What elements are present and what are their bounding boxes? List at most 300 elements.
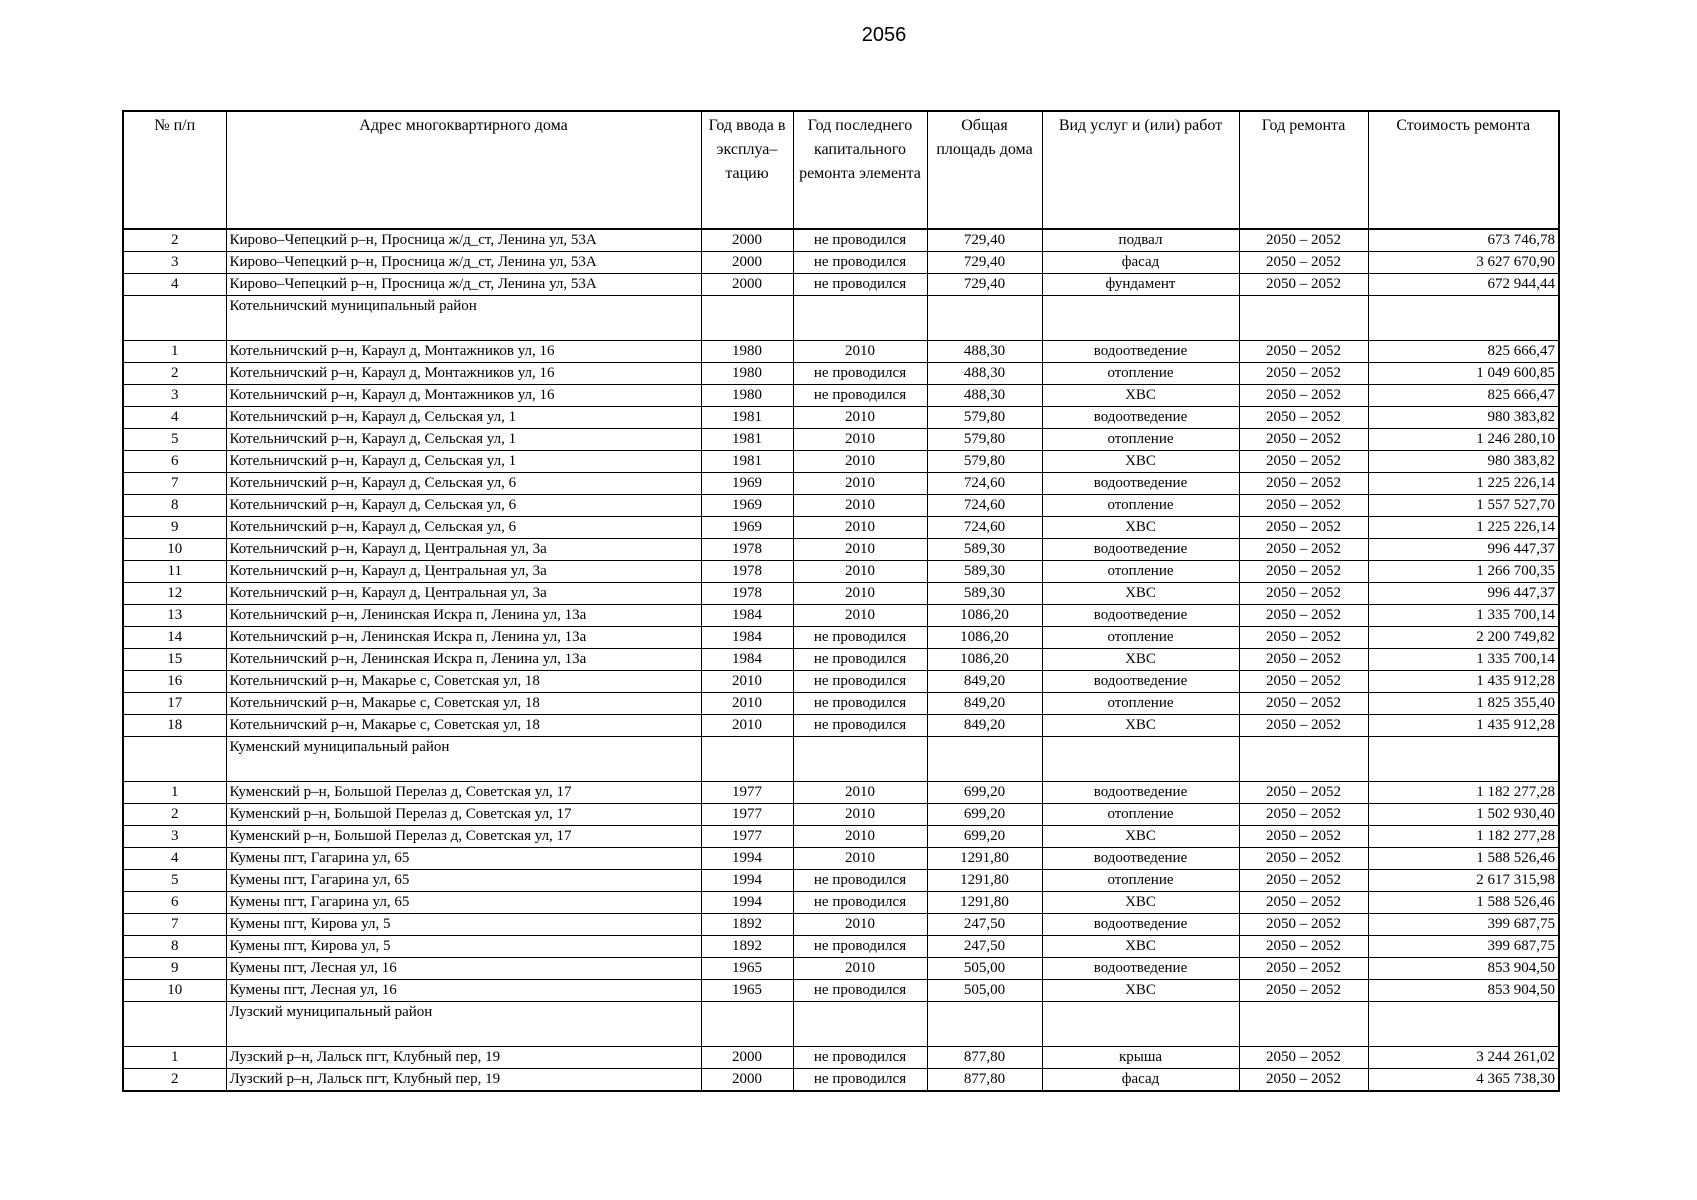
table-row [123, 341, 1559, 363]
empty-cell [1239, 1002, 1368, 1047]
page-number: 2056 [861, 24, 907, 46]
cell-area: 1086,20 [927, 649, 1042, 671]
cell-repair-years: 2050 – 2052 [1239, 583, 1368, 605]
cell-service: водоотведение [1042, 782, 1239, 804]
cell-service: отопление [1042, 804, 1239, 826]
empty-cell [1042, 737, 1239, 782]
empty-cell [1042, 296, 1239, 341]
header-area: Общая площадь дома [927, 111, 1042, 229]
cell-service: ХВС [1042, 936, 1239, 958]
cell-num: 2 [123, 363, 226, 385]
cell-year-built: 2010 [701, 671, 793, 693]
cell-area: 488,30 [927, 363, 1042, 385]
cell-area: 1291,80 [927, 892, 1042, 914]
cell-area: 1086,20 [927, 627, 1042, 649]
cell-service: водоотведение [1042, 605, 1239, 627]
cell-repair-years: 2050 – 2052 [1239, 539, 1368, 561]
cell-cost: 1 588 526,46 [1368, 892, 1559, 914]
cell-repair-years: 2050 – 2052 [1239, 627, 1368, 649]
cell-year-built: 1984 [701, 649, 793, 671]
cell-service: отопление [1042, 870, 1239, 892]
cell-address: Кумены пгт, Лесная ул, 16 [226, 958, 701, 980]
cell-num: 7 [123, 473, 226, 495]
empty-cell [927, 737, 1042, 782]
table-row [123, 848, 1559, 870]
empty-cell [701, 296, 793, 341]
empty-cell [793, 1002, 927, 1047]
cell-year-built: 1994 [701, 848, 793, 870]
cell-year-built: 1977 [701, 826, 793, 848]
cell-area: 1291,80 [927, 870, 1042, 892]
empty-cell [793, 296, 927, 341]
cell-last-repair: 2010 [793, 451, 927, 473]
cell-service: отопление [1042, 627, 1239, 649]
cell-repair-years: 2050 – 2052 [1239, 936, 1368, 958]
cell-address: Кумены пгт, Гагарина ул, 65 [226, 870, 701, 892]
cell-area: 849,20 [927, 671, 1042, 693]
cell-service: ХВС [1042, 649, 1239, 671]
cell-repair-years: 2050 – 2052 [1239, 495, 1368, 517]
cell-address: Котельничский р–н, Ленинская Искра п, Ленина ул, 13а [226, 627, 701, 649]
table-row [123, 539, 1559, 561]
cell-last-repair: 2010 [793, 914, 927, 936]
cell-year-built: 1980 [701, 341, 793, 363]
cell-repair-years: 2050 – 2052 [1239, 363, 1368, 385]
empty-cell [123, 1002, 226, 1047]
cell-address: Кумены пгт, Гагарина ул, 65 [226, 848, 701, 870]
cell-last-repair: не проводился [793, 936, 927, 958]
cell-cost: 980 383,82 [1368, 451, 1559, 473]
table-row [123, 385, 1559, 407]
table-row [123, 826, 1559, 848]
cell-address: Кумены пгт, Кирова ул, 5 [226, 936, 701, 958]
cell-area: 724,60 [927, 495, 1042, 517]
cell-cost: 1 557 527,70 [1368, 495, 1559, 517]
table-row [123, 649, 1559, 671]
cell-num: 18 [123, 715, 226, 737]
cell-address: Котельничский р–н, Караул д, Центральная ул, 3а [226, 539, 701, 561]
table-row [123, 229, 1559, 252]
cell-num: 1 [123, 782, 226, 804]
cell-area: 1291,80 [927, 848, 1042, 870]
table-row [123, 671, 1559, 693]
cell-num: 1 [123, 341, 226, 363]
cell-address: Котельничский р–н, Караул д, Сельская ул, 1 [226, 429, 701, 451]
empty-cell [123, 296, 226, 341]
cell-year-built: 1965 [701, 958, 793, 980]
empty-cell [1042, 1002, 1239, 1047]
cell-repair-years: 2050 – 2052 [1239, 252, 1368, 274]
cell-service: ХВС [1042, 517, 1239, 539]
table-row [123, 980, 1559, 1002]
cell-year-built: 1978 [701, 583, 793, 605]
cell-last-repair: не проводился [793, 1069, 927, 1092]
header-last-repair: Год последнего капитального ремонта элемента [793, 111, 927, 229]
cell-year-built: 2000 [701, 252, 793, 274]
cell-area: 729,40 [927, 229, 1042, 252]
cell-address: Котельничский р–н, Караул д, Центральная ул, 3а [226, 561, 701, 583]
cell-year-built: 1984 [701, 605, 793, 627]
cell-cost: 3 627 670,90 [1368, 252, 1559, 274]
cell-service: водоотведение [1042, 914, 1239, 936]
cell-num: 8 [123, 936, 226, 958]
cell-area: 877,80 [927, 1047, 1042, 1069]
table-row [123, 561, 1559, 583]
cell-year-built: 2000 [701, 229, 793, 252]
cell-repair-years: 2050 – 2052 [1239, 914, 1368, 936]
empty-cell [1368, 1002, 1559, 1047]
empty-cell [1239, 737, 1368, 782]
cell-service: отопление [1042, 429, 1239, 451]
cell-year-built: 1981 [701, 429, 793, 451]
cell-cost: 1 182 277,28 [1368, 782, 1559, 804]
cell-address: Кирово–Чепецкий р–н, Просница ж/д_ст, Ленина ул, 53А [226, 252, 701, 274]
cell-address: Куменский р–н, Большой Перелаз д, Советская ул, 17 [226, 826, 701, 848]
table-row [123, 1069, 1559, 1092]
cell-last-repair: 2010 [793, 804, 927, 826]
cell-year-built: 1892 [701, 914, 793, 936]
cell-cost: 853 904,50 [1368, 980, 1559, 1002]
section-title: Куменский муниципальный район [226, 737, 701, 782]
cell-last-repair: не проводился [793, 980, 927, 1002]
cell-address: Котельничский р–н, Макарье с, Советская ул, 18 [226, 715, 701, 737]
cell-cost: 1 049 600,85 [1368, 363, 1559, 385]
cell-service: фасад [1042, 252, 1239, 274]
cell-address: Котельничский р–н, Ленинская Искра п, Ленина ул, 13а [226, 649, 701, 671]
cell-repair-years: 2050 – 2052 [1239, 870, 1368, 892]
cell-num: 10 [123, 539, 226, 561]
cell-last-repair: не проводился [793, 627, 927, 649]
cell-repair-years: 2050 – 2052 [1239, 804, 1368, 826]
cell-last-repair: 2010 [793, 495, 927, 517]
table-row [123, 914, 1559, 936]
cell-repair-years: 2050 – 2052 [1239, 892, 1368, 914]
cell-address: Котельничский р–н, Макарье с, Советская ул, 18 [226, 671, 701, 693]
cell-last-repair: 2010 [793, 473, 927, 495]
cell-area: 724,60 [927, 517, 1042, 539]
cell-cost: 1 825 355,40 [1368, 693, 1559, 715]
cell-address: Куменский р–н, Большой Перелаз д, Советская ул, 17 [226, 804, 701, 826]
empty-cell [927, 296, 1042, 341]
cell-last-repair: не проводился [793, 892, 927, 914]
cell-service: ХВС [1042, 451, 1239, 473]
cell-area: 699,20 [927, 826, 1042, 848]
cell-address: Котельничский р–н, Караул д, Монтажников ул, 16 [226, 341, 701, 363]
cell-repair-years: 2050 – 2052 [1239, 517, 1368, 539]
cell-year-built: 1969 [701, 495, 793, 517]
cell-cost: 1 225 226,14 [1368, 517, 1559, 539]
cell-num: 17 [123, 693, 226, 715]
table-row [123, 870, 1559, 892]
cell-cost: 399 687,75 [1368, 936, 1559, 958]
cell-service: водоотведение [1042, 958, 1239, 980]
cell-repair-years: 2050 – 2052 [1239, 274, 1368, 296]
cell-cost: 1 435 912,28 [1368, 671, 1559, 693]
cell-service: водоотведение [1042, 539, 1239, 561]
table-header-row [123, 111, 1559, 229]
cell-cost: 980 383,82 [1368, 407, 1559, 429]
table-row [123, 693, 1559, 715]
cell-last-repair: 2010 [793, 517, 927, 539]
cell-num: 3 [123, 826, 226, 848]
cell-num: 13 [123, 605, 226, 627]
cell-area: 579,80 [927, 429, 1042, 451]
cell-last-repair: 2010 [793, 583, 927, 605]
cell-last-repair: 2010 [793, 782, 927, 804]
section-row [123, 737, 1559, 782]
cell-num: 4 [123, 274, 226, 296]
table-row [123, 1047, 1559, 1069]
table-row [123, 363, 1559, 385]
cell-repair-years: 2050 – 2052 [1239, 649, 1368, 671]
cell-last-repair: не проводился [793, 649, 927, 671]
cell-address: Кумены пгт, Кирова ул, 5 [226, 914, 701, 936]
cell-address: Лузский р–н, Лальск пгт, Клубный пер, 19 [226, 1069, 701, 1092]
empty-cell [793, 737, 927, 782]
cell-num: 6 [123, 892, 226, 914]
cell-last-repair: 2010 [793, 561, 927, 583]
cell-repair-years: 2050 – 2052 [1239, 229, 1368, 252]
cell-cost: 399 687,75 [1368, 914, 1559, 936]
cell-area: 247,50 [927, 914, 1042, 936]
cell-area: 724,60 [927, 473, 1042, 495]
cell-repair-years: 2050 – 2052 [1239, 341, 1368, 363]
cell-cost: 4 365 738,30 [1368, 1069, 1559, 1092]
cell-num: 3 [123, 252, 226, 274]
cell-area: 589,30 [927, 583, 1042, 605]
cell-year-built: 1969 [701, 517, 793, 539]
cell-last-repair: 2010 [793, 605, 927, 627]
cell-repair-years: 2050 – 2052 [1239, 693, 1368, 715]
cell-last-repair: не проводился [793, 252, 927, 274]
cell-cost: 1 435 912,28 [1368, 715, 1559, 737]
cell-year-built: 1984 [701, 627, 793, 649]
cell-year-built: 1978 [701, 539, 793, 561]
cell-address: Куменский р–н, Большой Перелаз д, Советская ул, 17 [226, 782, 701, 804]
cell-last-repair: 2010 [793, 429, 927, 451]
cell-address: Котельничский р–н, Ленинская Искра п, Ленина ул, 13а [226, 605, 701, 627]
cell-address: Котельничский р–н, Караул д, Монтажников ул, 16 [226, 385, 701, 407]
cell-area: 1086,20 [927, 605, 1042, 627]
cell-last-repair: 2010 [793, 407, 927, 429]
section-title: Лузский муниципальный район [226, 1002, 701, 1047]
cell-cost: 853 904,50 [1368, 958, 1559, 980]
cell-cost: 1 588 526,46 [1368, 848, 1559, 870]
empty-cell [1368, 296, 1559, 341]
cell-address: Котельничский р–н, Караул д, Сельская ул, 6 [226, 473, 701, 495]
table-row [123, 627, 1559, 649]
cell-last-repair: не проводился [793, 715, 927, 737]
table-row [123, 583, 1559, 605]
cell-service: фасад [1042, 1069, 1239, 1092]
cell-area: 849,20 [927, 693, 1042, 715]
cell-service: фундамент [1042, 274, 1239, 296]
cell-repair-years: 2050 – 2052 [1239, 561, 1368, 583]
cell-year-built: 1977 [701, 782, 793, 804]
cell-repair-years: 2050 – 2052 [1239, 429, 1368, 451]
table-body [123, 229, 1559, 1091]
cell-address: Котельничский р–н, Караул д, Сельская ул, 6 [226, 495, 701, 517]
cell-service: крыша [1042, 1047, 1239, 1069]
cell-service: ХВС [1042, 826, 1239, 848]
cell-num: 9 [123, 517, 226, 539]
cell-num: 4 [123, 848, 226, 870]
cell-service: отопление [1042, 693, 1239, 715]
cell-repair-years: 2050 – 2052 [1239, 671, 1368, 693]
section-row [123, 1002, 1559, 1047]
header-address: Адрес многоквартирного дома [226, 111, 701, 229]
cell-repair-years: 2050 – 2052 [1239, 1047, 1368, 1069]
cell-num: 2 [123, 1069, 226, 1092]
section-row [123, 296, 1559, 341]
cell-repair-years: 2050 – 2052 [1239, 473, 1368, 495]
cell-year-built: 1969 [701, 473, 793, 495]
cell-year-built: 2000 [701, 1047, 793, 1069]
cell-address: Кумены пгт, Лесная ул, 16 [226, 980, 701, 1002]
cell-address: Котельничский р–н, Караул д, Сельская ул, 1 [226, 451, 701, 473]
cell-year-built: 1980 [701, 385, 793, 407]
cell-cost: 2 200 749,82 [1368, 627, 1559, 649]
cell-year-built: 2000 [701, 274, 793, 296]
cell-num: 12 [123, 583, 226, 605]
cell-area: 729,40 [927, 274, 1042, 296]
cell-cost: 673 746,78 [1368, 229, 1559, 252]
cell-num: 8 [123, 495, 226, 517]
cell-num: 7 [123, 914, 226, 936]
cell-num: 15 [123, 649, 226, 671]
cell-cost: 996 447,37 [1368, 583, 1559, 605]
cell-address: Кирово–Чепецкий р–н, Просница ж/д_ст, Ленина ул, 53А [226, 274, 701, 296]
cell-num: 6 [123, 451, 226, 473]
cell-last-repair: не проводился [793, 363, 927, 385]
cell-area: 729,40 [927, 252, 1042, 274]
cell-last-repair: 2010 [793, 958, 927, 980]
empty-cell [1368, 737, 1559, 782]
cell-last-repair: не проводился [793, 274, 927, 296]
cell-area: 589,30 [927, 561, 1042, 583]
cell-area: 849,20 [927, 715, 1042, 737]
cell-num: 16 [123, 671, 226, 693]
cell-cost: 672 944,44 [1368, 274, 1559, 296]
cell-last-repair: 2010 [793, 539, 927, 561]
cell-repair-years: 2050 – 2052 [1239, 958, 1368, 980]
cell-service: отопление [1042, 363, 1239, 385]
cell-service: ХВС [1042, 583, 1239, 605]
header-year-built: Год ввода в эксплуа–тацию [701, 111, 793, 229]
table-row [123, 715, 1559, 737]
cell-service: водоотведение [1042, 407, 1239, 429]
cell-year-built: 2000 [701, 1069, 793, 1092]
cell-cost: 1 335 700,14 [1368, 605, 1559, 627]
table-row [123, 804, 1559, 826]
cell-repair-years: 2050 – 2052 [1239, 826, 1368, 848]
cell-area: 505,00 [927, 980, 1042, 1002]
table-row [123, 782, 1559, 804]
cell-year-built: 2010 [701, 693, 793, 715]
table-row [123, 473, 1559, 495]
cell-service: ХВС [1042, 715, 1239, 737]
table-row [123, 429, 1559, 451]
empty-cell [701, 737, 793, 782]
cell-area: 488,30 [927, 385, 1042, 407]
cell-repair-years: 2050 – 2052 [1239, 782, 1368, 804]
cell-num: 4 [123, 407, 226, 429]
cell-service: подвал [1042, 229, 1239, 252]
cell-address: Кирово–Чепецкий р–н, Просница ж/д_ст, Ленина ул, 53А [226, 229, 701, 252]
cell-repair-years: 2050 – 2052 [1239, 407, 1368, 429]
cell-service: ХВС [1042, 385, 1239, 407]
cell-repair-years: 2050 – 2052 [1239, 1069, 1368, 1092]
repair-registry-table [122, 110, 1560, 1092]
cell-year-built: 1977 [701, 804, 793, 826]
cell-year-built: 2010 [701, 715, 793, 737]
cell-address: Котельничский р–н, Макарье с, Советская ул, 18 [226, 693, 701, 715]
cell-last-repair: не проводился [793, 671, 927, 693]
cell-service: водоотведение [1042, 473, 1239, 495]
cell-cost: 3 244 261,02 [1368, 1047, 1559, 1069]
cell-cost: 1 266 700,35 [1368, 561, 1559, 583]
empty-cell [123, 737, 226, 782]
cell-address: Кумены пгт, Гагарина ул, 65 [226, 892, 701, 914]
cell-service: водоотведение [1042, 341, 1239, 363]
cell-num: 3 [123, 385, 226, 407]
cell-area: 247,50 [927, 936, 1042, 958]
cell-last-repair: 2010 [793, 848, 927, 870]
table-row [123, 517, 1559, 539]
table-row [123, 407, 1559, 429]
cell-cost: 1 335 700,14 [1368, 649, 1559, 671]
header-cost: Стоимость ремонта [1368, 111, 1559, 229]
cell-num: 10 [123, 980, 226, 1002]
empty-cell [1239, 296, 1368, 341]
cell-num: 5 [123, 429, 226, 451]
empty-cell [701, 1002, 793, 1047]
empty-cell [927, 1002, 1042, 1047]
cell-year-built: 1978 [701, 561, 793, 583]
cell-address: Котельничский р–н, Караул д, Центральная ул, 3а [226, 583, 701, 605]
header-num: № п/п [123, 111, 226, 229]
table-row [123, 495, 1559, 517]
cell-area: 579,80 [927, 407, 1042, 429]
cell-last-repair: не проводился [793, 1047, 927, 1069]
cell-num: 2 [123, 804, 226, 826]
cell-service: отопление [1042, 495, 1239, 517]
cell-service: водоотведение [1042, 671, 1239, 693]
cell-address: Котельничский р–н, Караул д, Сельская ул, 1 [226, 407, 701, 429]
cell-year-built: 1981 [701, 451, 793, 473]
cell-cost: 825 666,47 [1368, 341, 1559, 363]
cell-year-built: 1994 [701, 892, 793, 914]
cell-year-built: 1981 [701, 407, 793, 429]
cell-year-built: 1994 [701, 870, 793, 892]
table-row [123, 252, 1559, 274]
cell-repair-years: 2050 – 2052 [1239, 980, 1368, 1002]
cell-address: Котельничский р–н, Караул д, Сельская ул, 6 [226, 517, 701, 539]
cell-cost: 1 502 930,40 [1368, 804, 1559, 826]
table-row [123, 936, 1559, 958]
cell-num: 9 [123, 958, 226, 980]
cell-repair-years: 2050 – 2052 [1239, 848, 1368, 870]
table-row [123, 605, 1559, 627]
cell-last-repair: не проводился [793, 870, 927, 892]
cell-last-repair: не проводился [793, 385, 927, 407]
cell-cost: 1 225 226,14 [1368, 473, 1559, 495]
cell-area: 699,20 [927, 782, 1042, 804]
cell-service: отопление [1042, 561, 1239, 583]
cell-last-repair: не проводился [793, 229, 927, 252]
cell-address: Лузский р–н, Лальск пгт, Клубный пер, 19 [226, 1047, 701, 1069]
cell-num: 2 [123, 229, 226, 252]
